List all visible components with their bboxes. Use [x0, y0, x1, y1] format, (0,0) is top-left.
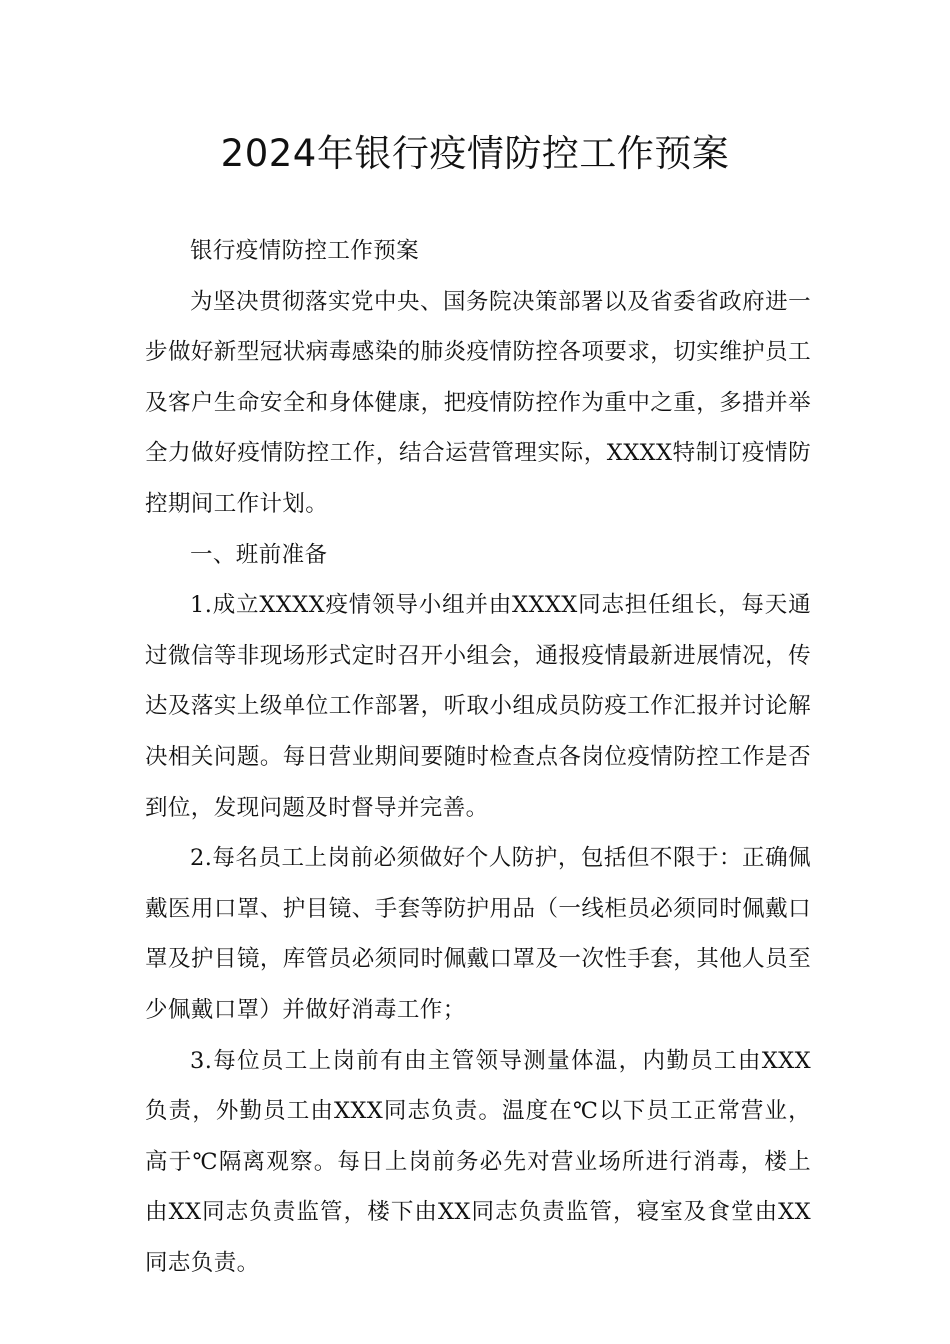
paragraph-item-2: 2.每名员工上岗前必须做好个人防护，包括但不限于：正确佩戴医用口罩、护目镜、手套等防护用品（一线柜员必须同时佩戴口罩及护目镜，库管员必须同时佩戴口罩及一次性手套，其他人员至少佩戴口罩）并做好消毒工作；	[145, 845, 811, 1023]
paragraph-subtitle: 银行疫情防控工作预案	[190, 238, 420, 264]
paragraph-item-1: 1.成立XXXX疫情领导小组并由XXXX同志担任组长，每天通过微信等非现场形式定时召开小组会，通报疫情最新进展情况，传达及落实上级单位工作部署，听取小组成员防疫工作汇报并讨论解决相关问题。每日营业期间要随时检查点各岗位疫情防控工作是否到位，发现问题及时督导并完善。	[145, 592, 811, 821]
document-title: 2024年银行疫情防控工作预案	[220, 132, 730, 175]
paragraph-intro: 为坚决贯彻落实党中央、国务院决策部署以及省委省政府进一步做好新型冠状病毒感染的肺炎疫情防控各项要求，切实维护员工及客户生命安全和身体健康，把疫情防控作为重中之重，多措并举全力做好疫情防控工作，结合运营管理实际，XXXX特制订疫情防控期间工作计划。	[145, 288, 811, 517]
section-heading: 一、班前准备	[190, 541, 328, 568]
paragraph-item-3: 3.每位员工上岗前有由主管领导测量体温，内勤员工由XXX负责，外勤员工由XXX同志负责。温度在℃以下员工正常营业，高于℃隔离观察。每日上岗前务必先对营业场所进行消毒，楼上由XX同志负责监管，楼下由XX同志负责监管，寝室及食堂由XX同志负责。	[145, 1047, 811, 1276]
document-body	[145, 226, 811, 1288]
